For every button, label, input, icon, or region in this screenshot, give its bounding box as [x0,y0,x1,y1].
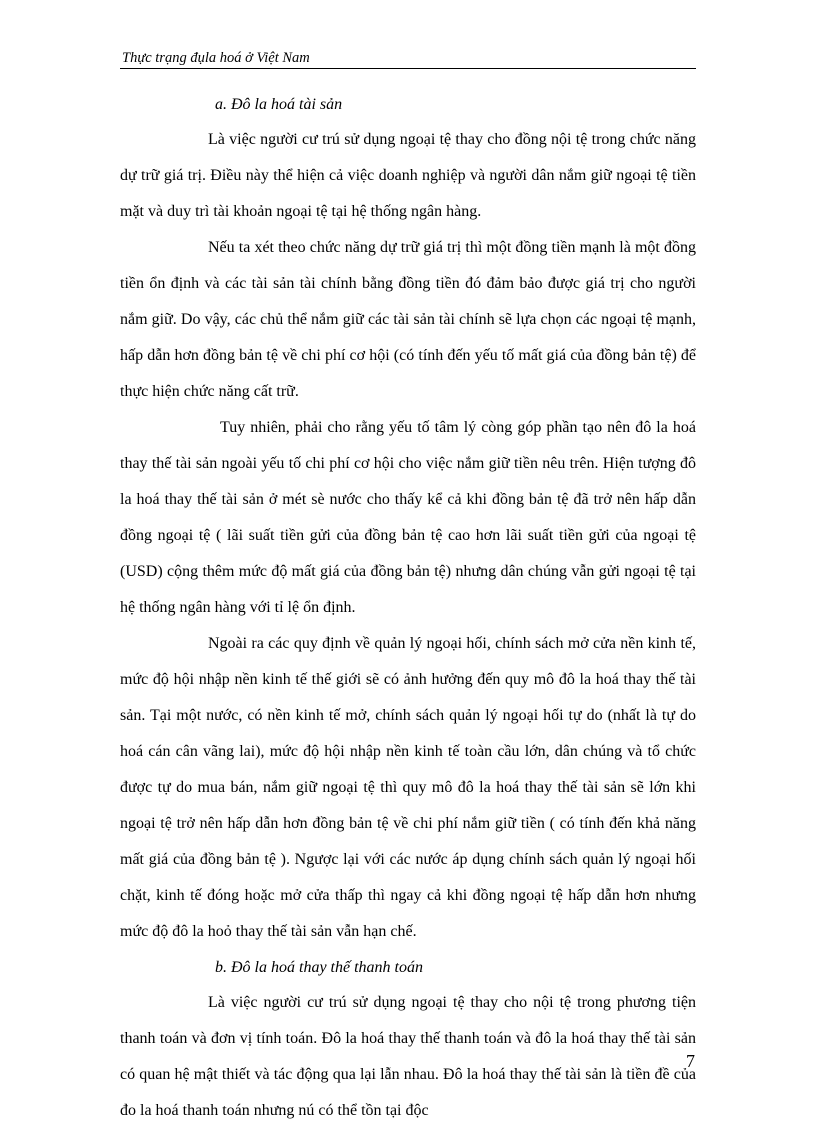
section-b-heading: b. Đô la hoá thay thế thanh toán [215,959,423,976]
section-a-heading: a. Đô la hoá tài sản [215,96,343,113]
section-a-paragraph-3: Tuy nhiên, phải cho rằng yếu tố tâm lý còng góp phần tạo nên đô la hoá thay thế tài sản ngoài yếu tố chi phí cơ hội cho việc nắm giữ tiền nêu trên. Hiện tượng đô la hoá thay thế tài sản ở mét sè nước cho thấy kể cả khi đồng bản tệ đã trở nên hấp dẫn đồng ngoại tệ ( lãi suất tiền gửi của đồng bản tệ cao hơn lãi suất tiền gửi của ngoại tệ (USD) cộng thêm mức độ mất giá của đồng bản tệ) nhưng dân chúng vẫn gửi ngoại tệ tại hệ thống ngân hàng với tỉ lệ ổn định. [120,419,696,616]
section-a-paragraph-1: Là việc người cư trú sử dụng ngoại tệ thay cho đồng nội tệ trong chức năng dự trữ giá trị. Điều này thể hiện cả việc doanh nghiệp và người dân nắm giữ ngoại tệ tiền mặt và duy trì tài khoản ngoại tệ tại hệ thống ngân hàng. [120,131,696,220]
section-a-paragraph-4: Ngoài ra các quy định về quản lý ngoại hối, chính sách mở cửa nền kinh tế, mức độ hội nhập nền kinh tế thế giới sẽ có ảnh hưởng đến quy mô đô la hoá thay thế tài sản. Tại một nước, có nền kinh tế mở, chính sách quản lý ngoại hối tự do (nhất là tự do hoá cán cân vãng lai), mức độ hội nhập nền kinh tế toàn cầu lớn, dân chúng và tổ chức được tự do mua bán, nắm giữ ngoại tệ thì quy mô đô la hoá thay thế tài sản sẽ lớn khi ngoại tệ trở nên hấp dẫn hơn đồng bản tệ về chi phí nắm giữ tiền ( có tính đến khả năng mất giá của đồng bản tệ ). Ngược lại với các nước áp dụng chính sách quản lý ngoại hối chặt, kinh tế đóng hoặc mở cửa thấp thì ngay cả khi đồng ngoại tệ hấp dẫn hơn nhưng mức độ đô la hoỏ thay thế tài sản vẫn hạn chế. [120,635,696,940]
page-number: 7 [686,1051,695,1071]
header-title: Thực trạng đụla hoá ở Việt Nam [122,50,310,66]
section-b-paragraph-1: Là việc người cư trú sử dụng ngoại tệ thay cho nội tệ trong phương tiện thanh toán và đơn vị tính toán. Đô la hoá thay thế thanh toán và đô la hoá thay thế tài sản có quan hệ mật thiết và tác động qua lại lẫn nhau. Đô la hoá thay thế tài sản là tiền đề của đo la hoá thanh toán nhưng nú có thể tồn tại độc [120,994,696,1119]
document-body [120,87,696,1129]
page-header [120,48,696,69]
section-a-paragraph-2: Nếu ta xét theo chức năng dự trữ giá trị thì một đồng tiền mạnh là một đồng tiền ổn định và các tài sản tài chính bằng đồng tiền đó đảm bảo được giá trị cho người nắm giữ. Do vậy, các chủ thể nắm giữ các tài sản tài chính sẽ lựa chọn các ngoại tệ mạnh, hấp dẫn hơn đồng bản tệ về chi phí cơ hội (có tính đến yếu tố mất giá của đồng bản tệ) để thực hiện chức năng cất trữ. [120,239,696,400]
